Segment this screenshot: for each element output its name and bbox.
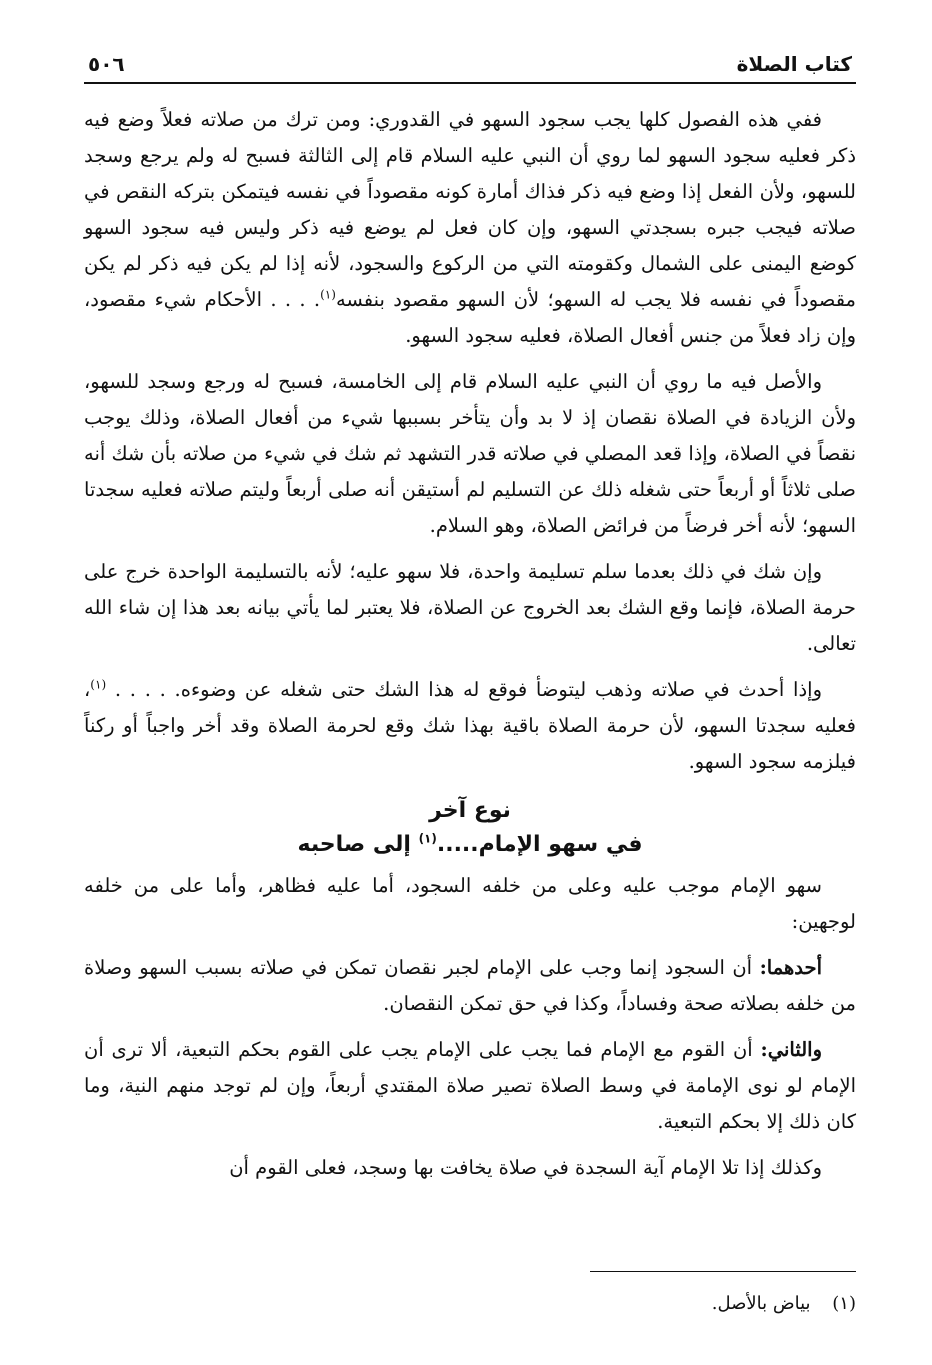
footnote-marker: (١) — [90, 677, 107, 692]
book-title: كتاب الصلاة — [736, 52, 852, 76]
footnote-marker: (١) — [320, 287, 336, 302]
page-number: ٥٠٦ — [88, 52, 125, 76]
paragraph-4 — [84, 672, 856, 780]
paragraph-lead: والثاني: — [760, 1038, 822, 1061]
paragraph-text: أن القوم مع الإمام فما يجب على الإمام يجب على القوم بحكم التبعية، ألا ترى أن الإمام لو نوى الإمامة في وسط الصلاة تصير صلاة المقتدي أربعاً، وإن لم توجد منهم النية، وما كان ذلك إلا بحكم التبعية. — [84, 1038, 856, 1133]
paragraph-1 — [84, 102, 856, 354]
footnote-text: بياض بالأصل. — [711, 1293, 811, 1314]
footnote — [712, 1290, 856, 1318]
paragraph-text: . . . . الأحكام شيء مقصود، وإن زاد فعلاً من جنس أفعال الصلاة، فعليه سجود السهو. — [84, 288, 856, 347]
paragraph-7 — [84, 1032, 856, 1140]
paragraph-text: وكذلك إذا تلا الإمام آية السجدة في صلاة يخافت بها وسجد، فعلى القوم أن — [229, 1156, 822, 1179]
section-heading — [84, 794, 856, 862]
running-header — [84, 40, 856, 84]
footnote-rule — [590, 1271, 856, 1272]
paragraph-5 — [84, 868, 856, 940]
paragraph-text: وإذا أحدث في صلاته وذهب ليتوضأ فوقع له هذا الشك حتى شغله عن وضوءه. . . . . — [106, 678, 822, 701]
paragraph-8 — [84, 1150, 856, 1186]
paragraph-lead: أحدهما: — [759, 956, 822, 979]
subtitle-text: إلى صاحبه — [297, 832, 419, 857]
page-body — [84, 84, 856, 1186]
paragraph-text: والأصل فيه ما روي أن النبي عليه السلام قام إلى الخامسة، فسبح له ورجع وسجد للسهو، ولأن الزيادة في الصلاة نقصان إذ لا بد وأن يتأخر بسببها شيء من أفعال الصلاة، وذلك يوجب نقصاً في الصلاة، وإذا قعد المصلي في صلاته قدر التشهد ثم شك في شيء من صلاته بأن شك أنه صلى ثلاثاً أو أربعاً حتى شغله ذلك عن التسليم لم أستيقن أنه صلى أربعاً وليتم صلاته فعليه سجدتا السهو؛ لأنه أخر فرضاً من فرائض الصلاة، وهو السلام. — [84, 370, 856, 537]
section-subtitle — [84, 828, 856, 862]
paragraph-text: وإن شك في ذلك بعدما سلم تسليمة واحدة، فلا سهو عليه؛ لأنه بالتسليمة الواحدة خرج على حرمة الصلاة، فإنما وقع الشك بعد الخروج عن الصلاة، فلا يعتبر لما يأتي بيانه بعد هذا إن شاء الله تعالى. — [84, 560, 856, 655]
section-title: نوع آخر — [429, 798, 511, 823]
paragraph-text: أن السجود إنما وجب على الإمام لجبر نقصان تمكن في صلاته بسبب السهو وصلاة من خلفه بصلاته صحة وفساداً، وكذا في حق تمكن النقصان. — [84, 956, 856, 1015]
paragraph-3 — [84, 554, 856, 662]
paragraph-text: ، فعليه سجدتا السهو، لأن حرمة الصلاة باقية بهذا شك وقع لحرمة الصلاة وقد أخر واجباً أو ركناً فيلزمه سجود السهو. — [84, 678, 856, 773]
paragraph-text: سهو الإمام موجب عليه وعلى من خلفه السجود، أما عليه فظاهر، وأما على من خلفه لوجهين: — [84, 874, 856, 933]
paragraph-text: ففي هذه الفصول كلها يجب سجود السهو في القدوري: ومن ترك من صلاته فعلاً وضع فيه ذكر فعليه سجود السهو لما روي أن النبي عليه السلام قام إلى الثالثة فسبح له ولم يرجع وسجد للسهو، ولأن الفعل إذا وضع فيه ذكر فذاك أمارة كونه مقصوداً في نفسه فيتمكن بتركه النقص في صلاته فيجب جبره بسجدتي السهو، وإن كان فعل لم يوضع فيه ذكر وليس فيه سجود السهو كوضع اليمنى على الشمال وكقومته التي من الركوع والسجود، لأنه إذا لم يكن فيه ذكر لم يكن مقصوداً في نفسه فلا يجب له السهو؛ لأن السهو مقصود بنفسه — [84, 108, 856, 311]
paragraph-6 — [84, 950, 856, 1022]
footnote-number: (١) — [832, 1293, 856, 1314]
subtitle-text: في سهو الإمام..... — [436, 832, 643, 857]
footnote-marker: (١) — [418, 831, 437, 846]
paragraph-2 — [84, 364, 856, 544]
